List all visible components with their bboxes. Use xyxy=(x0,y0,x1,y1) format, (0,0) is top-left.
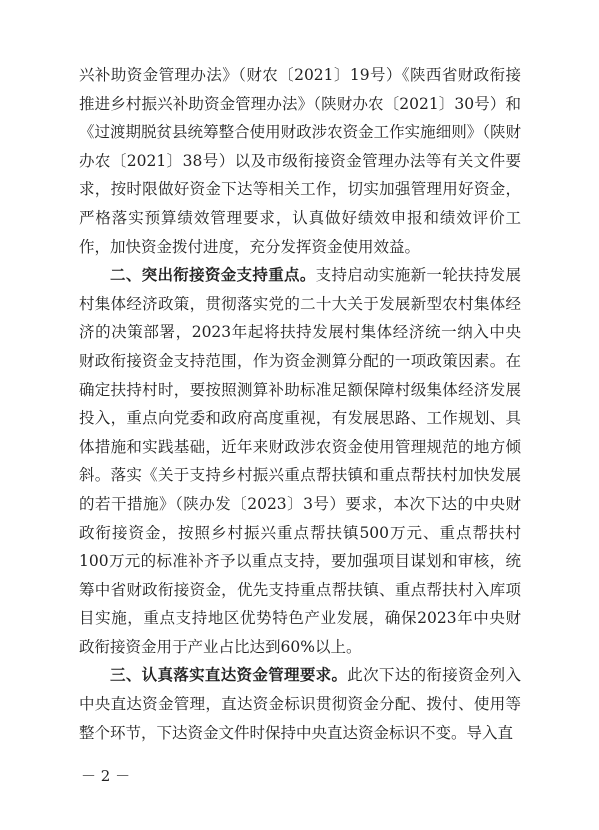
paragraph-continuation: 兴补助资金管理办法》（财农〔2021〕19号）《陕西省财政衔接推进乡村振兴补助资金管理办法》（陕财办农〔2021〕30号）和《过渡期脱贫县统筹整合使用财政涉农资金工作实施细则》（陕财办农〔2021〕38号）以及市级衔接资金管理办法等有关文件要求，按时限做好资金下达等相关工作，切实加强管理用好资金，严格落实预算绩效管理要求，认真做好绩效申报和绩效评价工作，加快资金拨付进度，充分发挥资金使用效益。 xyxy=(79,66,521,256)
section-2-heading: 二、突出衔接资金支持重点。 xyxy=(110,266,316,285)
section-2-body: 支持启动实施新一轮扶持发展村集体经济政策，贯彻落实党的二十大关于发展新型农村集体经济的决策部署，2023年起将扶持发展村集体经济统一纳入中央财政衔接资金支持范围，作为资金测算分配的一项政策因素。在确定扶持村时，要按照测算补助标准足额保障村级集体经济发展投入，重点向党委和政府高度重视，有发展思路、工作规划、具体措施和实践基础，近年来财政涉农资金使用管理规范的地方倾斜。落实《关于支持乡村振兴重点帮扶镇和重点帮扶村加快发展的若干措施》（陕办发〔2023〕3号）要求，本次下达的中央财政衔接资金，按照乡村振兴重点帮扶镇500万元、重点帮扶村100万元的标准补齐予以重点支持，要加强项目谋划和审核，统筹中省财政衔接资金，优先支持重点帮扶镇、重点帮扶村入库项目实施，重点支持地区优势特色产业发展，确保2023年中央财政衔接资金用于产业占比达到60%以上。 xyxy=(79,266,521,656)
section-2-paragraph xyxy=(79,261,521,661)
document-body xyxy=(79,61,521,747)
section-3-paragraph xyxy=(79,661,521,747)
section-3-body: 此次下达的衔接资金列入中央直达资金管理，直达资金标识贯彻资金分配、拨付、使用等整个环节，下达资金文件时保持中央直达资金标识不变。导入直 xyxy=(79,666,521,742)
page-number: － 2 － xyxy=(81,767,131,785)
section-3-heading: 三、认真落实直达资金管理要求。 xyxy=(110,666,348,685)
